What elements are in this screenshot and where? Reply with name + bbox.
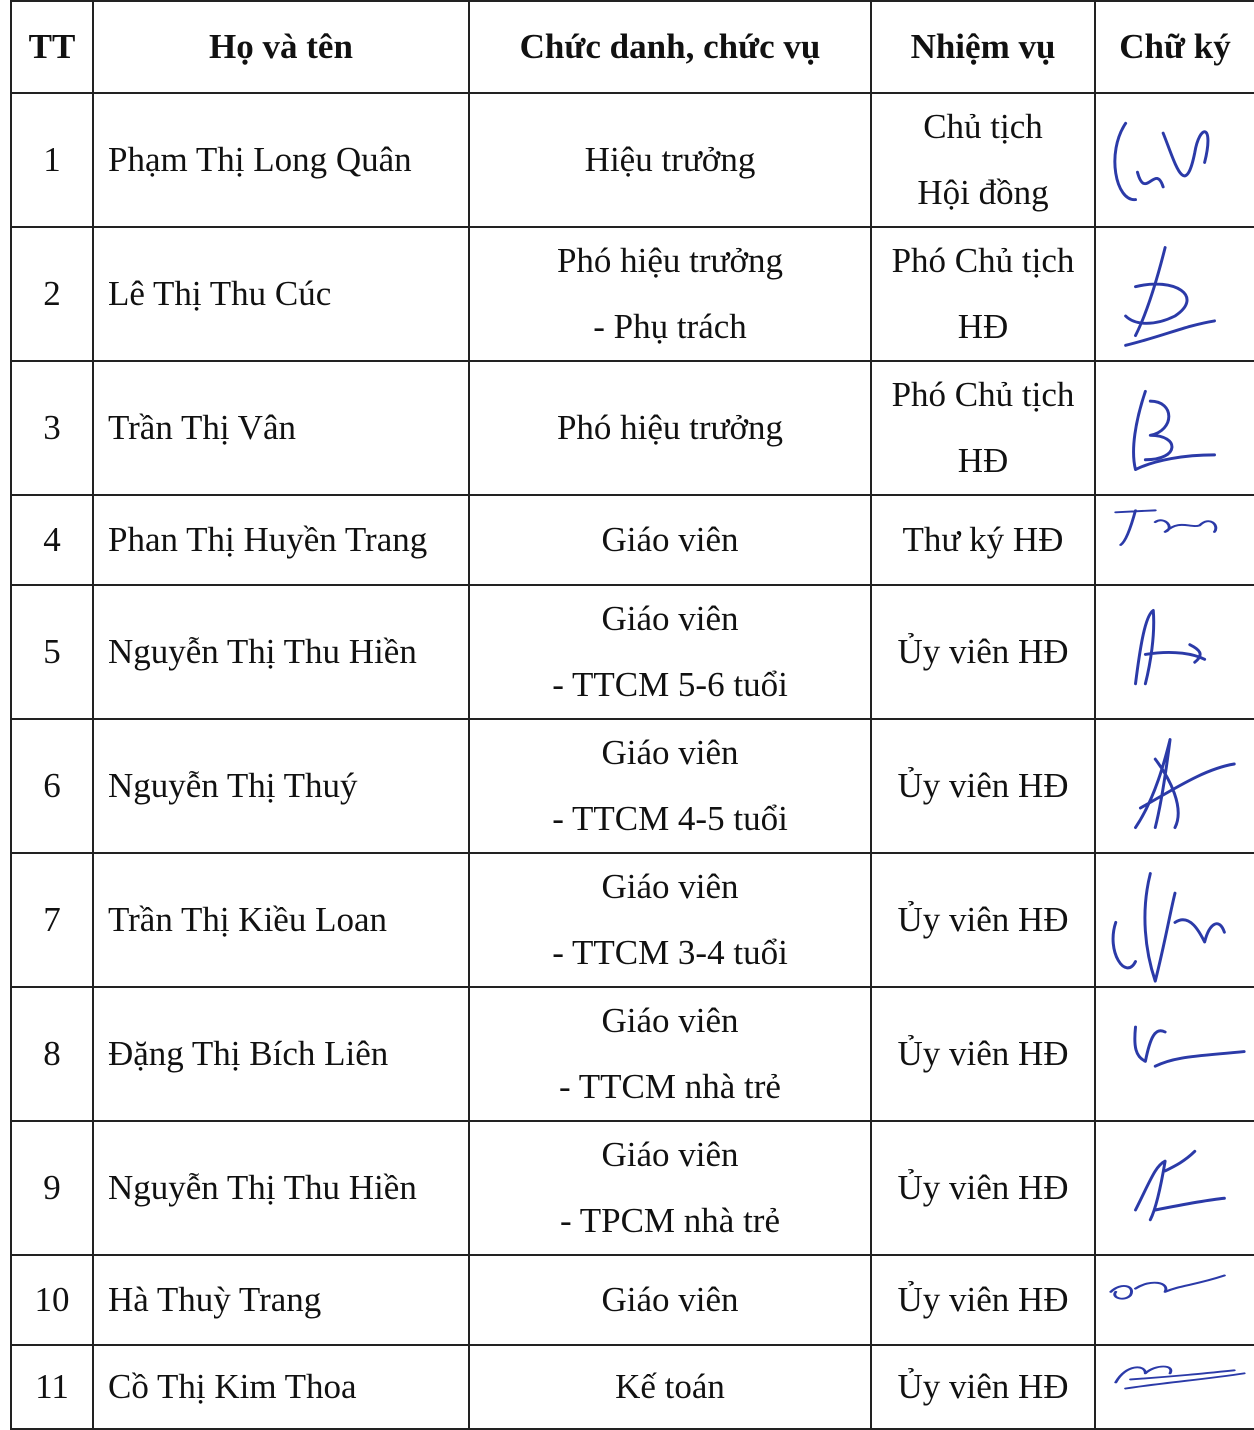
handwritten-signature xyxy=(1095,1345,1254,1429)
member-name: Trần Thị Vân xyxy=(93,361,469,495)
table-row xyxy=(11,227,1254,361)
row-number: 2 xyxy=(11,227,93,361)
signature-stroke xyxy=(1116,510,1216,545)
row-number: 8 xyxy=(11,987,93,1121)
duty-line: Chủ tịch xyxy=(923,107,1043,146)
signature-stroke xyxy=(1136,1151,1225,1219)
duty-line: Thư ký HĐ xyxy=(902,520,1064,559)
position-line: Giáo viên xyxy=(601,867,739,906)
member-position xyxy=(469,361,871,495)
handwritten-signature xyxy=(1095,585,1254,719)
member-name: Phạm Thị Long Quân xyxy=(93,93,469,227)
member-name: Nguyễn Thị Thuý xyxy=(93,719,469,853)
member-duty xyxy=(871,853,1095,987)
member-duty xyxy=(871,1121,1095,1255)
duty-line: Hội đồng xyxy=(917,173,1049,212)
row-number: 5 xyxy=(11,585,93,719)
position-line: Giáo viên xyxy=(601,520,739,559)
row-number: 6 xyxy=(11,719,93,853)
member-name: Lê Thị Thu Cúc xyxy=(93,227,469,361)
member-name: Phan Thị Huyền Trang xyxy=(93,495,469,585)
member-duty xyxy=(871,495,1095,585)
signature-stroke xyxy=(1136,740,1235,828)
member-duty xyxy=(871,987,1095,1121)
member-position xyxy=(469,719,871,853)
signature-stroke xyxy=(1134,391,1215,469)
table-row xyxy=(11,987,1254,1121)
position-line: Kế toán xyxy=(615,1367,725,1406)
signature-scribble xyxy=(1096,228,1254,360)
position-line: Giáo viên xyxy=(601,1135,739,1174)
table-row xyxy=(11,1121,1254,1255)
position-line: - TTCM 5-6 tuổi xyxy=(552,665,788,704)
handwritten-signature xyxy=(1095,93,1254,227)
header-name: Họ và tên xyxy=(93,1,469,93)
signature-scribble xyxy=(1096,586,1254,718)
row-number: 9 xyxy=(11,1121,93,1255)
position-line: Phó hiệu trưởng xyxy=(556,241,784,280)
signature-scribble xyxy=(1096,362,1254,494)
signature-stroke xyxy=(1136,610,1205,683)
member-position xyxy=(469,585,871,719)
member-name: Cồ Thị Kim Thoa xyxy=(93,1345,469,1429)
signature-stroke xyxy=(1135,1027,1244,1066)
signature-scribble xyxy=(1096,496,1254,584)
table-row xyxy=(11,495,1254,585)
header-tt: TT xyxy=(11,1,93,93)
position-line: Giáo viên xyxy=(601,1001,739,1040)
position-line: - TTCM nhà trẻ xyxy=(559,1067,781,1106)
duty-line: HĐ xyxy=(957,441,1009,480)
member-position xyxy=(469,93,871,227)
duty-line: Ủy viên HĐ xyxy=(897,632,1069,671)
member-position xyxy=(469,1121,871,1255)
member-duty xyxy=(871,93,1095,227)
signature-stroke xyxy=(1113,874,1224,982)
council-members-table xyxy=(10,0,1254,1430)
duty-line: Ủy viên HĐ xyxy=(897,1168,1069,1207)
member-duty xyxy=(871,1255,1095,1345)
member-name: Nguyễn Thị Thu Hiền xyxy=(93,1121,469,1255)
member-position xyxy=(469,987,871,1121)
table-header-row xyxy=(11,1,1254,93)
position-line: - TPCM nhà trẻ xyxy=(559,1201,781,1240)
member-position xyxy=(469,495,871,585)
handwritten-signature xyxy=(1095,495,1254,585)
header-signature: Chữ ký xyxy=(1095,1,1254,93)
signature-scribble xyxy=(1096,1256,1254,1344)
member-position xyxy=(469,853,871,987)
duty-line: Phó Chủ tịch xyxy=(891,241,1075,280)
duty-line: HĐ xyxy=(957,307,1009,346)
member-name: Hà Thuỳ Trang xyxy=(93,1255,469,1345)
header-position: Chức danh, chức vụ xyxy=(469,1,871,93)
row-number: 10 xyxy=(11,1255,93,1345)
position-line: - Phụ trách xyxy=(593,307,747,346)
table-row xyxy=(11,853,1254,987)
member-position xyxy=(469,1255,871,1345)
signature-scribble xyxy=(1096,1346,1254,1428)
member-name: Trần Thị Kiều Loan xyxy=(93,853,469,987)
position-line: - TTCM 3-4 tuổi xyxy=(552,933,788,972)
table-row xyxy=(11,1345,1254,1429)
member-name: Nguyễn Thị Thu Hiền xyxy=(93,585,469,719)
position-line: Giáo viên xyxy=(601,599,739,638)
duty-line: Ủy viên HĐ xyxy=(897,900,1069,939)
handwritten-signature xyxy=(1095,719,1254,853)
duty-line: Ủy viên HĐ xyxy=(897,766,1069,805)
position-line: Giáo viên xyxy=(601,733,739,772)
member-duty xyxy=(871,585,1095,719)
position-line: - TTCM 4-5 tuổi xyxy=(552,799,788,838)
row-number: 7 xyxy=(11,853,93,987)
member-duty xyxy=(871,361,1095,495)
row-number: 3 xyxy=(11,361,93,495)
duty-line: Ủy viên HĐ xyxy=(897,1280,1069,1319)
handwritten-signature xyxy=(1095,987,1254,1121)
signature-scribble xyxy=(1096,988,1254,1120)
position-line: Hiệu trưởng xyxy=(584,140,756,179)
duty-line: Phó Chủ tịch xyxy=(891,375,1075,414)
row-number: 11 xyxy=(11,1345,93,1429)
handwritten-signature xyxy=(1095,1121,1254,1255)
member-position xyxy=(469,1345,871,1429)
row-number: 4 xyxy=(11,495,93,585)
table-row xyxy=(11,93,1254,227)
member-position xyxy=(469,227,871,361)
duty-line: Ủy viên HĐ xyxy=(897,1034,1069,1073)
handwritten-signature xyxy=(1095,853,1254,987)
signature-stroke xyxy=(1116,1367,1244,1389)
position-line: Giáo viên xyxy=(601,1280,739,1319)
table-row xyxy=(11,1255,1254,1345)
table-row xyxy=(11,361,1254,495)
member-duty xyxy=(871,719,1095,853)
signature-stroke xyxy=(1126,248,1215,346)
signature-scribble xyxy=(1096,94,1254,226)
signature-scribble xyxy=(1096,1122,1254,1254)
handwritten-signature xyxy=(1095,1255,1254,1345)
member-name: Đặng Thị Bích Liên xyxy=(93,987,469,1121)
row-number: 1 xyxy=(11,93,93,227)
position-line: Phó hiệu trưởng xyxy=(556,408,784,447)
signature-scribble xyxy=(1096,854,1254,986)
header-duty: Nhiệm vụ xyxy=(871,1,1095,93)
duty-line: Ủy viên HĐ xyxy=(897,1367,1069,1406)
handwritten-signature xyxy=(1095,227,1254,361)
signature-stroke xyxy=(1115,123,1208,199)
handwritten-signature xyxy=(1095,361,1254,495)
table-row xyxy=(11,719,1254,853)
member-duty xyxy=(871,1345,1095,1429)
signature-scribble xyxy=(1096,720,1254,852)
member-duty xyxy=(871,227,1095,361)
table-row xyxy=(11,585,1254,719)
signature-stroke xyxy=(1111,1276,1225,1299)
